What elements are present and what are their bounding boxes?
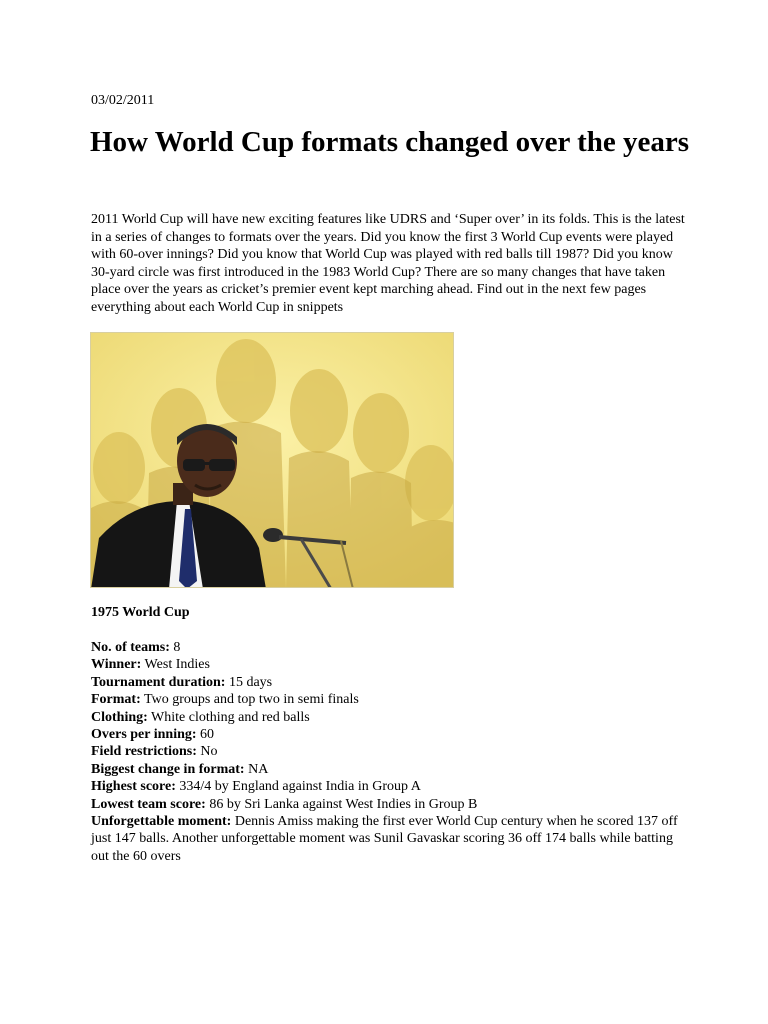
speaker-photo (90, 332, 454, 588)
speaker-photo-illustration (91, 333, 454, 588)
fact-value: 334/4 by England against India in Group A (175, 779, 421, 795)
fact-label: No. of teams: (91, 640, 170, 655)
fact-item (91, 778, 691, 795)
fact-item (91, 656, 691, 673)
fact-label: Field restrictions: (91, 744, 197, 760)
page-title: How World Cup formats changed over the years (90, 126, 690, 158)
fact-label: Unforgettable moment: (91, 814, 232, 830)
publish-date: 03/02/2011 (91, 93, 155, 108)
fact-value: No (196, 744, 218, 760)
fact-value: Two groups and top two in semi finals (140, 692, 359, 708)
fact-label: Highest score: (91, 779, 176, 795)
fact-label: Tournament duration: (91, 674, 226, 690)
section-heading: 1975 World Cup (91, 605, 190, 620)
fact-value: 8 (169, 640, 181, 655)
fact-label: Clothing: (91, 709, 148, 725)
fact-label: Winner: (91, 657, 142, 673)
fact-item (91, 761, 691, 778)
fact-item (91, 743, 691, 760)
fact-label: Biggest change in format: (91, 761, 245, 777)
fact-item (91, 639, 691, 656)
fact-label: Lowest team score: (91, 796, 206, 812)
fact-item (91, 796, 691, 813)
fact-item (91, 709, 691, 726)
fact-item (91, 813, 691, 865)
fact-item (91, 674, 691, 691)
fact-label: Format: (91, 692, 141, 708)
fact-item (91, 726, 691, 743)
fact-item (91, 691, 691, 708)
fact-value: 15 days (225, 674, 273, 690)
fact-value: 60 (196, 727, 215, 743)
fact-value: NA (244, 761, 269, 777)
facts-list (91, 639, 691, 865)
fact-label: Overs per inning: (91, 727, 197, 743)
fact-value: White clothing and red balls (147, 709, 310, 725)
fact-value: West Indies (141, 657, 210, 673)
fact-value: 86 by Sri Lanka against West Indies in Group B (205, 796, 478, 812)
intro-paragraph: 2011 World Cup will have new exciting features like UDRS and ‘Super over’ in its folds. This is the latest in a series of changes to formats over the years. Did you know the first 3 World Cup events were played with 60-over innings? Did you know that World Cup was played with red balls till 1987? Did you know 30-yard circle was first introduced in the 1983 World Cup? There are so many changes that have taken place over the years as cricket’s premier event kept marching ahead. Find out in the next few pages everything about each World Cup in snippets (91, 212, 685, 315)
fact-value: Dennis Amiss making the first ever World Cup century when he scored 137 off just 147 balls. Another unforgettable moment was Sunil Gavaskar scoring 36 off 174 balls while batting out the 60 overs (91, 814, 678, 864)
